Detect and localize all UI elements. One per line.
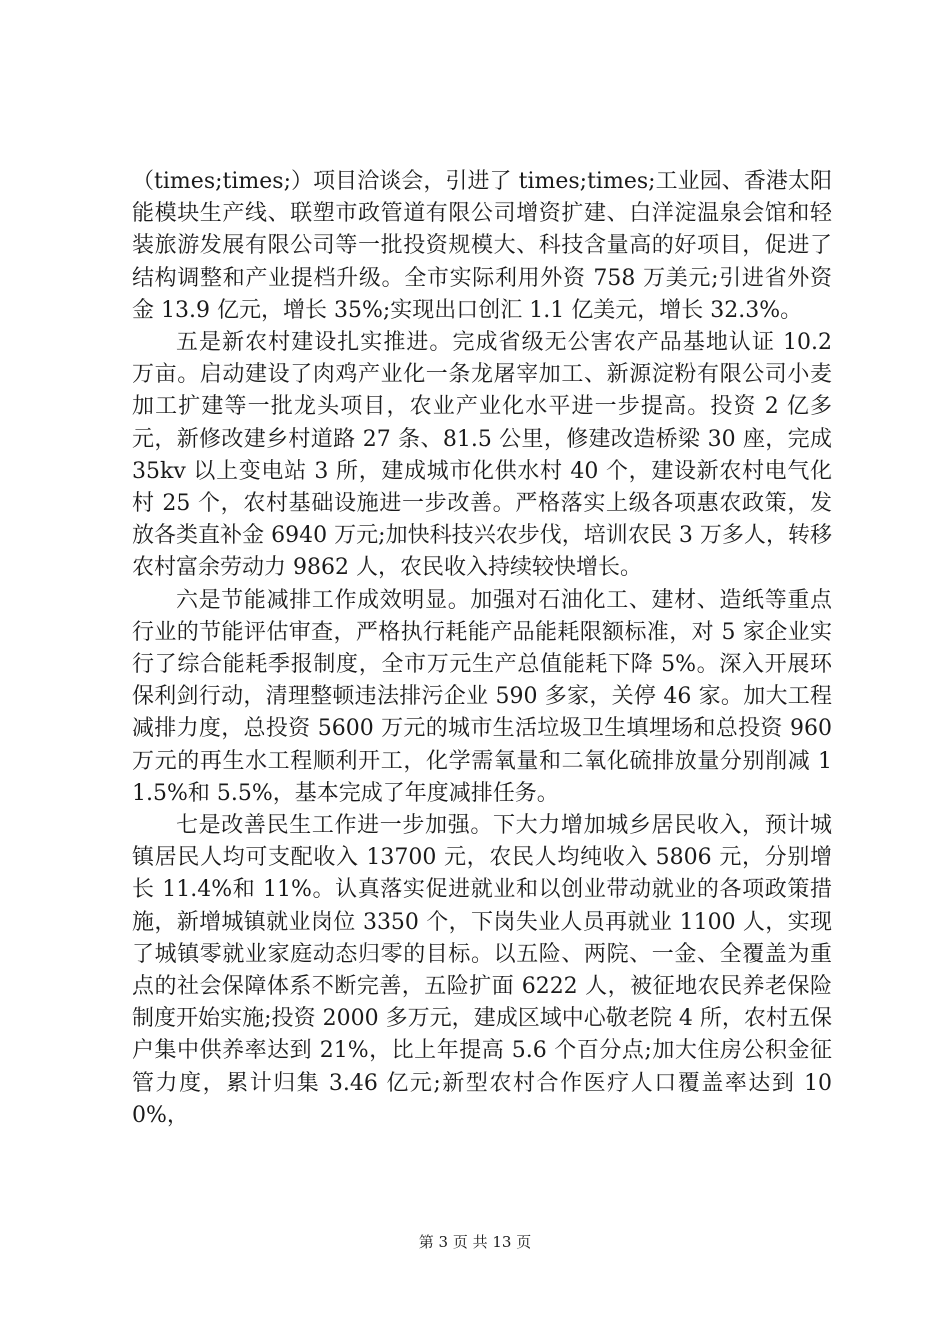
paragraph-energy-saving: 六是节能减排工作成效明显。加强对石油化工、建材、造纸等重点行业的节能评估审查，严格执行耗能产品能耗限额标准，对 5 家企业实行了综合能耗季报制度，全市万元生产总值能耗下降 5%。深入开展环保利剑行动，清理整顿违法排污企业 590 多家，关停 46 家。加大工程减排力度，总投资 5600 万元的城市生活垃圾卫生填埋场和总投资 960 万元的再生水工程顺利开工，化学需氧量和二氧化硫排放量分别削减 11.5%和 5.5%，基本完成了年度减排任务。	[132, 587, 832, 806]
document-body	[132, 166, 832, 1132]
paragraph-livelihood: 七是改善民生工作进一步加强。下大力增加城乡居民收入，预计城镇居民人均可支配收入 13700 元，农民人均纯收入 5806 元，分别增长 11.4%和 11%。认真落实促进就业和以创业带动就业的各项政策措施，新增城镇就业岗位 3350 个，下岗失业人员再就业 1100 人，实现了城镇零就业家庭动态归零的目标。以五险、两院、一金、全覆盖为重点的社会保障体系不断完善，五险扩面 6222 人，被征地农民养老保险制度开始实施;投资 2000 多万元，建成区域中心敬老院 4 所，农村五保户集中供养率达到 21%，比上年提高 5.6 个百分点;加大住房公积金征管力度，累计归集 3.46 亿元;新型农村合作医疗人口覆盖率达到 100%，	[132, 813, 832, 1128]
page-number-footer: 第 3 页 共 13 页	[418, 1233, 532, 1251]
paragraph-rural-construction: 五是新农村建设扎实推进。完成省级无公害农产品基地认证 10.2 万亩。启动建设了肉鸡产业化一条龙屠宰加工、新源淀粉有限公司小麦加工扩建等一批龙头项目，农业产业化水平进一步提高。投资 2 亿多元，新修改建乡村道路 27 条、81.5 公里，修建改造桥梁 30 座，完成 35kv 以上变电站 3 所，建成城市化供水村 40 个，建设新农村电气化村 25 个，农村基础设施进一步改善。严格落实上级各项惠农政策，发放各类直补金 6940 万元;加快科技兴农步伐，培训农民 3 万多人，转移农村富余劳动力 9862 人，农民收入持续较快增长。	[132, 330, 832, 581]
paragraph-continued: （times;times;）项目洽谈会，引进了 times;times;工业园、香港太阳能模块生产线、联塑市政管道有限公司增资扩建、白洋淀温泉会馆和轻装旅游发展有限公司等一批投资规模大、科技含量高的好项目，促进了结构调整和产业提档升级。全市实际利用外资 758 万美元;引进省外资金 13.9 亿元，增长 35%;实现出口创汇 1.1 亿美元，增长 32.3%。	[132, 169, 832, 323]
